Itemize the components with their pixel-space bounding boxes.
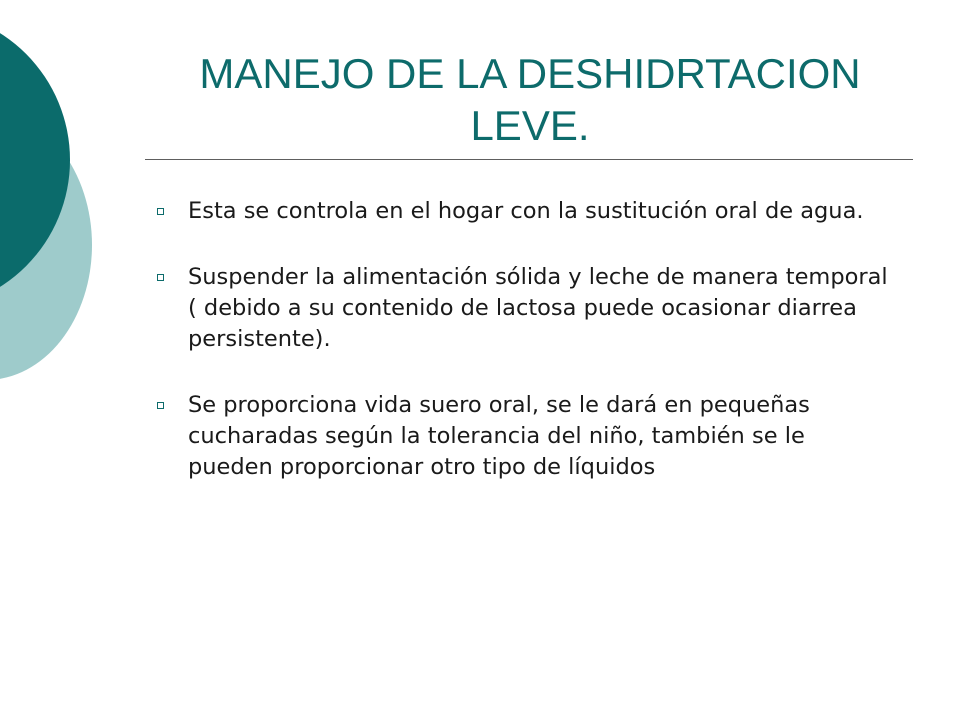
slide-title-line-1: MANEJO DE LA DESHIDRTACION bbox=[199, 50, 861, 97]
bullet-item bbox=[155, 390, 895, 483]
bullet-text: Suspender la alimentación sólida y leche de manera temporal ( debido a su contenido de lactosa puede ocasionar diarrea persistente). bbox=[188, 264, 888, 352]
bullet-text: Esta se controla en el hogar con la sustitución oral de agua. bbox=[188, 198, 864, 224]
hollow-square-icon bbox=[157, 208, 164, 215]
bullet-list bbox=[155, 196, 895, 518]
slide-title bbox=[150, 48, 910, 152]
hollow-square-icon bbox=[157, 402, 164, 409]
hollow-square-icon bbox=[157, 274, 164, 281]
bullet-text: Se proporciona vida suero oral, se le dará en pequeñas cucharadas según la tolerancia del niño, también se le pueden proporcionar otro tipo de líquidos bbox=[188, 392, 810, 480]
bullet-item bbox=[155, 262, 895, 355]
slide-title-line-2: LEVE. bbox=[470, 102, 590, 149]
bullet-item bbox=[155, 196, 895, 227]
title-divider bbox=[145, 159, 913, 160]
